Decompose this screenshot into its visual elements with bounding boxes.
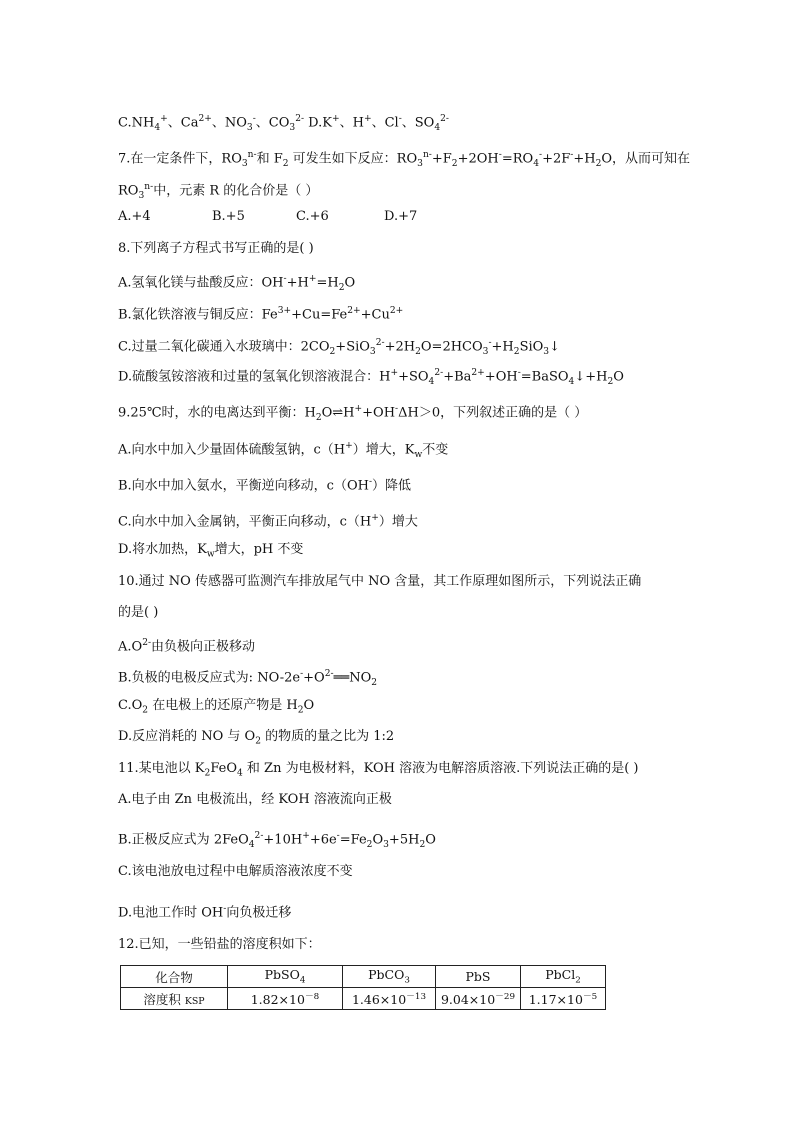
table-header-cell: PbCl$_2$ bbox=[521, 966, 606, 988]
q9-stem: 9.25℃时，水的电离达到平衡：$H_2O\rightleftharpoons H^++OH^-\Delta H>0$，下列叙述正确的是（ ） bbox=[118, 404, 588, 423]
table-header-cell: PbS bbox=[436, 966, 521, 988]
q10-stem-line2: 的是( ) bbox=[118, 605, 159, 620]
q6-options-cd: $C.NH_4^+$、$Ca^{2+}$、$NO_3^-$、$CO_3^{2-}$ D.K+、H+、Cl-、$SO_4^{2-}$ bbox=[118, 114, 449, 133]
table-cell: $1.46\times 10^{-13}$ bbox=[343, 988, 436, 1010]
q9-option-d: D.将水加热，$K_w$增大，pH 不变 bbox=[118, 542, 304, 560]
table-cell: $1.17\times 10^{-5}$ bbox=[521, 988, 606, 1010]
table-header-cell: PbSO$_4$ bbox=[228, 966, 343, 988]
q8-option-b: B.氯化铁溶液与铜反应：$Fe^{3+}+Cu=Fe^{2+}+Cu^{2+}$ bbox=[118, 306, 404, 323]
q10-option-d: D.反应消耗的 NO 与 $O_2$ 的物质的量之比为 1:2 bbox=[118, 729, 395, 747]
q8-stem: 8.下列离子方程式书写正确的是( ) bbox=[118, 241, 314, 256]
q11-option-d: D.电池工作时 OH-向负极迁移 bbox=[118, 904, 292, 921]
q11-option-b: B.正极反应式为 $2FeO_4^{2-}+10H^++6e^-=Fe_2O_3+5H_2O$ bbox=[118, 831, 436, 850]
q12-stem: 12.已知，一些铅盐的溶度积如下： bbox=[118, 937, 321, 952]
q8-option-c: C.过量二氧化碳通入水玻璃中：$2CO_2+SiO_3^{2-}+2H_2O=2HCO_3^-+H_2SiO_3↓$ bbox=[118, 338, 560, 357]
q7-stem-line1: 7.在一定条件下，$RO_3^{n-}$和 $F_2$ 可发生如下反应：$RO_3^{n-}+F_2+2OH^-=RO_4^-+2F^-+H_2O$，从而可知在 bbox=[118, 150, 691, 169]
q9-option-c: C.向水中加入金属钠，平衡正向移动，c（H+）增大 bbox=[118, 513, 418, 530]
solubility-product-table bbox=[120, 965, 606, 1010]
q10-stem-line1: 10.通过 NO 传感器可监测汽车排放尾气中 NO 含量，其工作原理如图所示，下列说法正确 bbox=[118, 574, 642, 589]
q7-option-d: D.+7 bbox=[384, 209, 418, 224]
q7-option-a: A.+4 bbox=[118, 209, 151, 224]
table-cell: $1.82\times 10^{-8}$ bbox=[228, 988, 343, 1010]
q10-option-b: B.负极的电极反应式为: $NO-2e^-+O^{2-}══NO_2$ bbox=[118, 669, 378, 688]
q7-stem-line2: $RO_3^{n-}$中，元素 R 的化合价是（ ） bbox=[118, 182, 319, 201]
table-cell: $9.04\times 10^{-29}$ bbox=[436, 988, 521, 1010]
q11-option-a: A.电子由 Zn 电极流出，经 KOH 溶液流向正极 bbox=[118, 792, 392, 807]
q10-option-a: $A.O^{2-}$由负极向正极移动 bbox=[118, 638, 256, 655]
table-header-cell: PbCO$_3$ bbox=[343, 966, 436, 988]
q9-option-b: B.向水中加入氨水，平衡逆向移动，c（OH-）降低 bbox=[118, 477, 412, 494]
table-row bbox=[121, 988, 606, 1010]
q11-stem: 11.某电池以 $K_2FeO_4$ 和 Zn 为电极材料，KOH 溶液为电解溶质溶液.下列说法正确的是( ) bbox=[118, 761, 639, 779]
q10-option-c: $C.O_2$ 在电极上的还原产物是 $H_2O$ bbox=[118, 698, 315, 716]
q8-option-a: A.氢氧化镁与盐酸反应：$OH^-+H^+=H_2O$ bbox=[118, 274, 356, 293]
q11-option-c: C.该电池放电过程中电解质溶液浓度不变 bbox=[118, 864, 353, 879]
q7-option-b: B.+5 bbox=[212, 209, 245, 224]
q8-option-d: D.硫酸氢铵溶液和过量的氢氧化钡溶液混合：$H^++SO_4^{2-}+Ba^{2+}+OH^-=BaSO_4↓+H_2O$ bbox=[118, 368, 624, 387]
q9-option-a: A.向水中加入少量固体硫酸氢钠，c（H+）增大，$K_w$不变 bbox=[118, 441, 449, 460]
table-header-row bbox=[121, 966, 606, 988]
table-cell: 溶度积 KSP bbox=[121, 988, 228, 1010]
q7-option-c: C.+6 bbox=[296, 209, 329, 224]
table-header-cell: 化合物 bbox=[121, 966, 228, 988]
